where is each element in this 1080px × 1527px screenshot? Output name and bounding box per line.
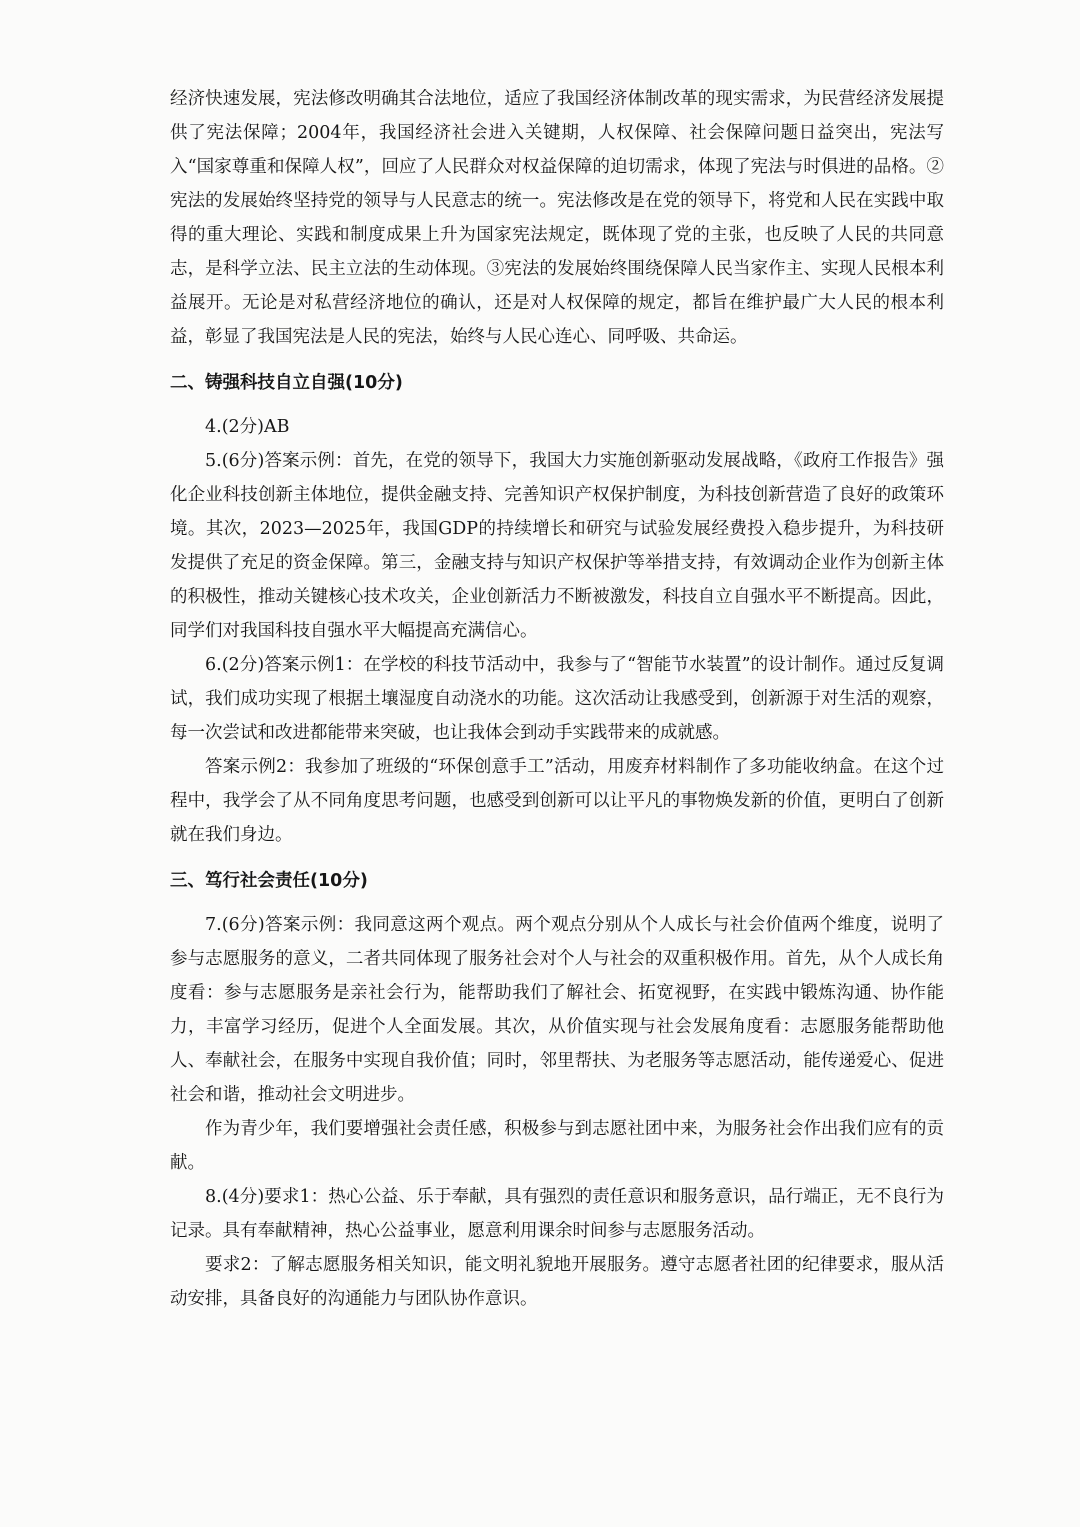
section-heading-tech: 二、铸强科技自立自强(10分) bbox=[170, 373, 403, 393]
answer-q6-example2: 答案示例2：我参加了班级的“环保创意手工”活动，用废弃材料制作了多功能收纳盒。在这个过程中，我学会了从不同角度思考问题，也感受到创新可以让平凡的事物焕发新的价值，更明白了创新就在我们身边。 bbox=[170, 757, 944, 845]
spacer bbox=[170, 354, 944, 366]
answer-q6-example1: 6.(2分)答案示例1：在学校的科技节活动中，我参与了“智能节水装置”的设计制作。通过反复调试，我们成功实现了根据土壤湿度自动浇水的功能。这次活动让我感受到，创新源于对生活的观察，每一次尝试和改进都能带来突破，也让我体会到动手实践带来的成就感。 bbox=[170, 655, 944, 743]
answer-q7-conclusion: 作为青少年，我们要增强社会责任感，积极参与到志愿社团中来，为服务社会作出我们应有的贡献。 bbox=[170, 1119, 944, 1173]
answer-q8-requirement1: 8.(4分)要求1：热心公益、乐于奉献，具有强烈的责任意识和服务意识，品行端正，无不良行为记录。具有奉献精神，热心公益事业，愿意利用课余时间参与志愿服务活动。 bbox=[170, 1187, 944, 1241]
answer-q8-requirement2: 要求2：了解志愿服务相关知识，能文明礼貌地开展服务。遵守志愿者社团的纪律要求，服从活动安排，具备良好的沟通能力与团队协作意识。 bbox=[170, 1255, 944, 1309]
answer-q4: 4.(2分)AB bbox=[205, 417, 290, 437]
answer-q7: 7.(6分)答案示例：我同意这两个观点。两个观点分别从个人成长与社会价值两个维度，说明了参与志愿服务的意义，二者共同体现了服务社会对个人与社会的双重积极作用。首先，从个人成长角度看：参与志愿服务是亲社会行为，能帮助我们了解社会、拓宽视野，在实践中锻炼沟通、协作能力，丰富学习经历，促进个人全面发展。其次，从价值实现与社会发展角度看：志愿服务能帮助他人、奉献社会，在服务中实现自我价值；同时，邻里帮扶、为老服务等志愿活动，能传递爱心、促进社会和谐，推动社会文明进步。 bbox=[170, 915, 944, 1105]
intro-paragraph: 经济快速发展，宪法修改明确其合法地位，适应了我国经济体制改革的现实需求，为民营经济发展提供了宪法保障；2004年，我国经济社会进入关键期，人权保障、社会保障问题日益突出，宪法写入“国家尊重和保障人权”，回应了人民群众对权益保障的迫切需求，体现了宪法与时俱进的品格。②宪法的发展始终坚持党的领导与人民意志的统一。宪法修改是在党的领导下，将党和人民在实践中取得的重大理论、实践和制度成果上升为国家宪法规定，既体现了党的主张，也反映了人民的共同意志，是科学立法、民主立法的生动体现。③宪法的发展始终围绕保障人民当家作主、实现人民根本利益展开。无论是对私营经济地位的确认，还是对人权保障的规定，都旨在维护最广大人民的根本利益，彰显了我国宪法是人民的宪法，始终与人民心连心、同呼吸、共命运。 bbox=[170, 89, 944, 347]
spacer bbox=[170, 898, 944, 908]
spacer bbox=[170, 852, 944, 864]
section-heading-social: 三、笃行社会责任(10分) bbox=[170, 871, 368, 891]
answer-q5: 5.(6分)答案示例：首先，在党的领导下，我国大力实施创新驱动发展战略，《政府工作报告》强化企业科技创新主体地位，提供金融支持、完善知识产权保护制度，为科技创新营造了良好的政策环境。其次，2023—2025年，我国GDP的持续增长和研究与试验发展经费投入稳步提升，为科技研发提供了充足的资金保障。第三，金融支持与知识产权保护等举措支持，有效调动企业作为创新主体的积极性，推动关键核心技术攻关，企业创新活力不断被激发，科技自立自强水平不断提高。因此，同学们对我国科技自强水平大幅提高充满信心。 bbox=[170, 451, 944, 641]
spacer bbox=[170, 400, 944, 410]
document-body bbox=[170, 82, 944, 1316]
